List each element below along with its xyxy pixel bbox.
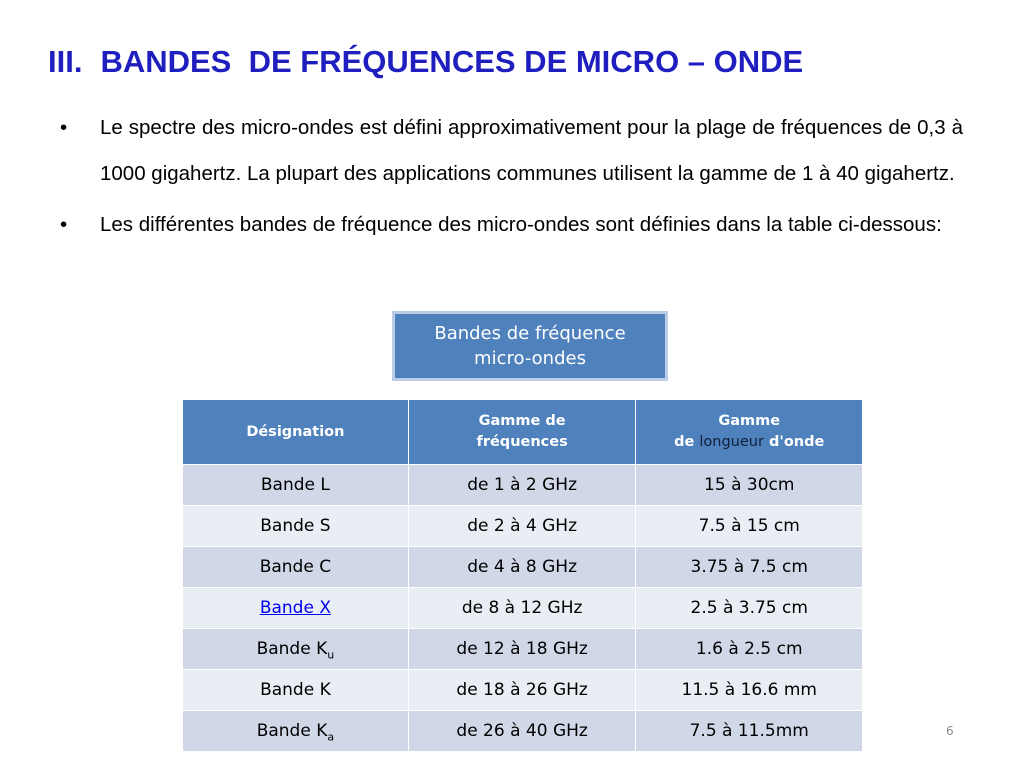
band-cell: Bande K [183,670,409,711]
wavelength-cell: 11.5 à 16.6 mm [636,670,863,711]
table-row [183,506,863,547]
table-caption-box [392,311,668,381]
bullet-marker: • [60,213,68,236]
wavelength-cell: 3.75 à 7.5 cm [636,547,863,588]
band-cell: Bande $K_u$ [183,629,409,670]
table-header-row [183,400,863,465]
frequency-cell: de 26 à 40 GHz [408,711,636,752]
bullet-text: Les différentes bandes de fréquence des micro-ondes sont définies dans la table ci-dessous: [100,213,942,236]
title-text: BANDES DE FRÉQUENCES DE MICRO – ONDE [100,44,804,79]
bullet-item [58,202,963,248]
bullet-item [58,105,963,196]
frequency-cell: de 8 à 12 GHz [408,588,636,629]
band-subscript: a [327,730,335,744]
table-row [183,670,863,711]
wavelength-cell: 7.5 à 11.5mm [636,711,863,752]
band-cell: Bande S [183,506,409,547]
header-frequency-range: Gamme de fréquences [408,400,636,465]
bullet-marker: • [60,116,68,139]
table-row [183,629,863,670]
slide-title [48,42,988,82]
wavelength-cell: 2.5 à 3.75 cm [636,588,863,629]
band-cell: Bande C [183,547,409,588]
frequency-cell: de 1 à 2 GHz [408,465,636,506]
caption-line-1: Bandes de fréquence [434,323,626,344]
wavelength-cell: 15 à 30cm [636,465,863,506]
table-row [183,465,863,506]
frequency-cell: de 18 à 26 GHz [408,670,636,711]
section-number: III. [48,44,83,79]
band-subscript: u [327,648,335,662]
frequency-cell: de 4 à 8 GHz [408,547,636,588]
frequency-cell: de 2 à 4 GHz [408,506,636,547]
table-row [183,588,863,629]
band-cell: Bande $K_a$ [183,711,409,752]
caption-line-2: micro-ondes [474,348,586,369]
header-designation: Désignation [183,400,409,465]
frequency-cell: de 12 à 18 GHz [408,629,636,670]
wavelength-cell: 1.6 à 2.5 cm [636,629,863,670]
header-wavelength-range: Gamme de longueur d'onde [636,400,863,465]
band-cell: Bande L [183,465,409,506]
wavelength-cell: 7.5 à 15 cm [636,506,863,547]
bullet-text: Le spectre des micro-ondes est défini approximativement pour la plage de fréquences de 0,3 à 1000 gigahertz. La plupart des applications communes utilisent la gamme de 1 à 40 gigahertz. [100,116,963,185]
bullet-list [58,105,963,254]
table-row [183,547,863,588]
band-cell [183,588,409,629]
page-number: 6 [946,724,954,738]
band-x-link[interactable]: Bande X [259,598,331,618]
table-row [183,711,863,752]
frequency-bands-table [182,399,863,752]
